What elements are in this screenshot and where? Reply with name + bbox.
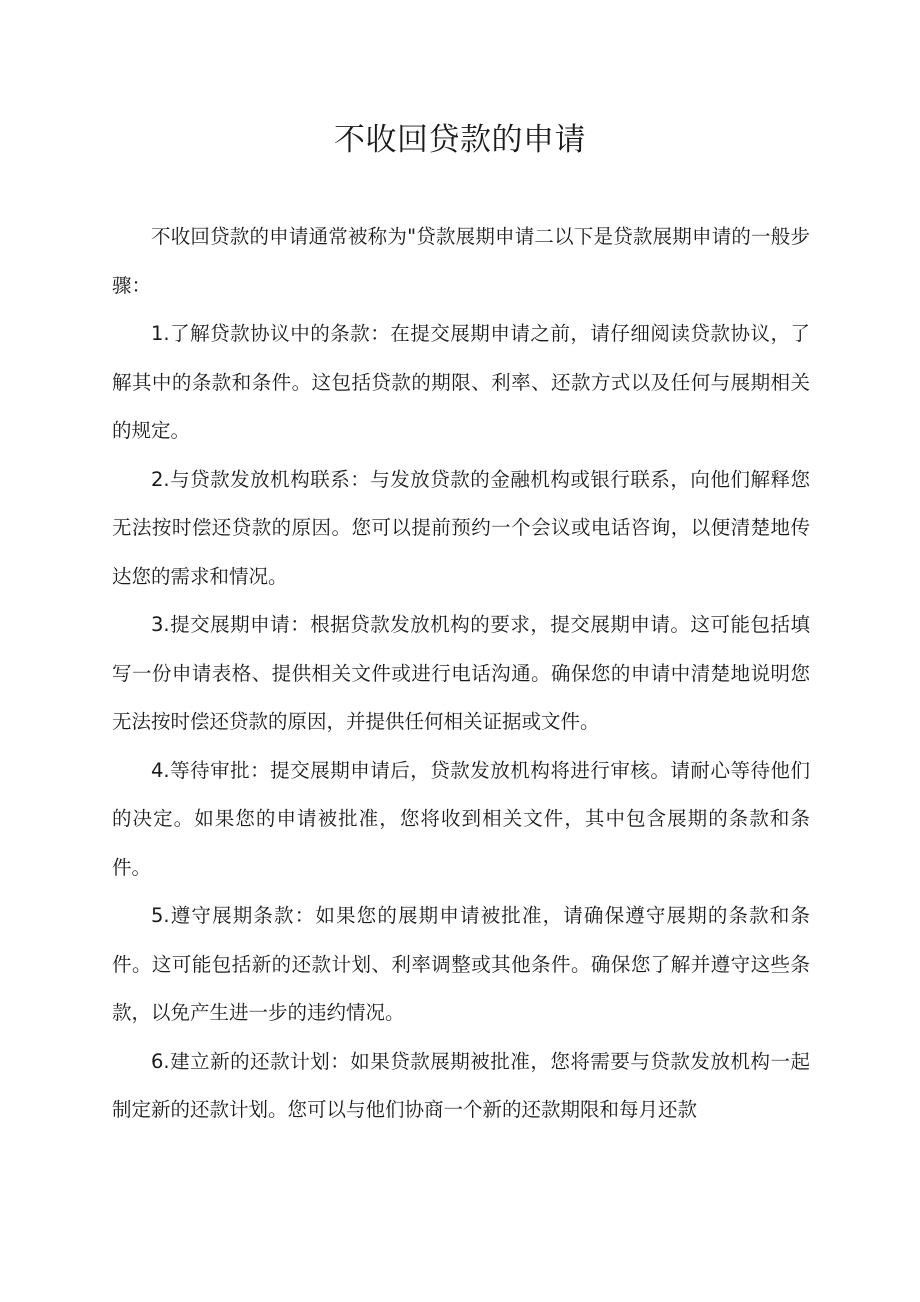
step-3-paragraph: 3.提交展期申请：根据贷款发放机构的要求，提交展期申请。这可能包括填写一份申请表格、提供相关文件或进行电话沟通。确保您的申请中清楚地说明您无法按时偿还贷款的原因，并提供任何相关证据或文件。 [112,613,810,733]
page-title: 不收回贷款的申请 [334,122,586,158]
document-body [112,213,810,1135]
step-6-paragraph: 6.建立新的还款计划：如果贷款展期被批准，您将需要与贷款发放机构一起制定新的还款计划。您可以与他们协商一个新的还款期限和每月还款 [112,1049,810,1121]
step-4-paragraph: 4.等待审批：提交展期申请后，贷款发放机构将进行审核。请耐心等待他们的决定。如果您的申请被批准，您将收到相关文件，其中包含展期的条款和条件。 [112,758,810,879]
intro-paragraph: 不收回贷款的申请通常被称为"贷款展期申请二以下是贷款展期申请的一般步骤： [112,225,810,297]
step-2-paragraph: 2.与贷款发放机构联系：与发放贷款的金融机构或银行联系，向他们解释您无法按时偿还贷款的原因。您可以提前预约一个会议或电话咨询，以便清楚地传达您的需求和情况。 [112,467,810,588]
step-1-paragraph: 1.了解贷款协议中的条款：在提交展期申请之前，请仔细阅读贷款协议，了解其中的条款和条件。这包括贷款的期限、利率、还款方式以及任何与展期相关的规定。 [112,322,810,442]
step-5-paragraph: 5.遵守展期条款：如果您的展期申请被批准，请确保遵守展期的条款和条件。这可能包括新的还款计划、利率调整或其他条件。确保您了解并遵守这些条款，以免产生进一步的违约情况。 [112,904,810,1024]
